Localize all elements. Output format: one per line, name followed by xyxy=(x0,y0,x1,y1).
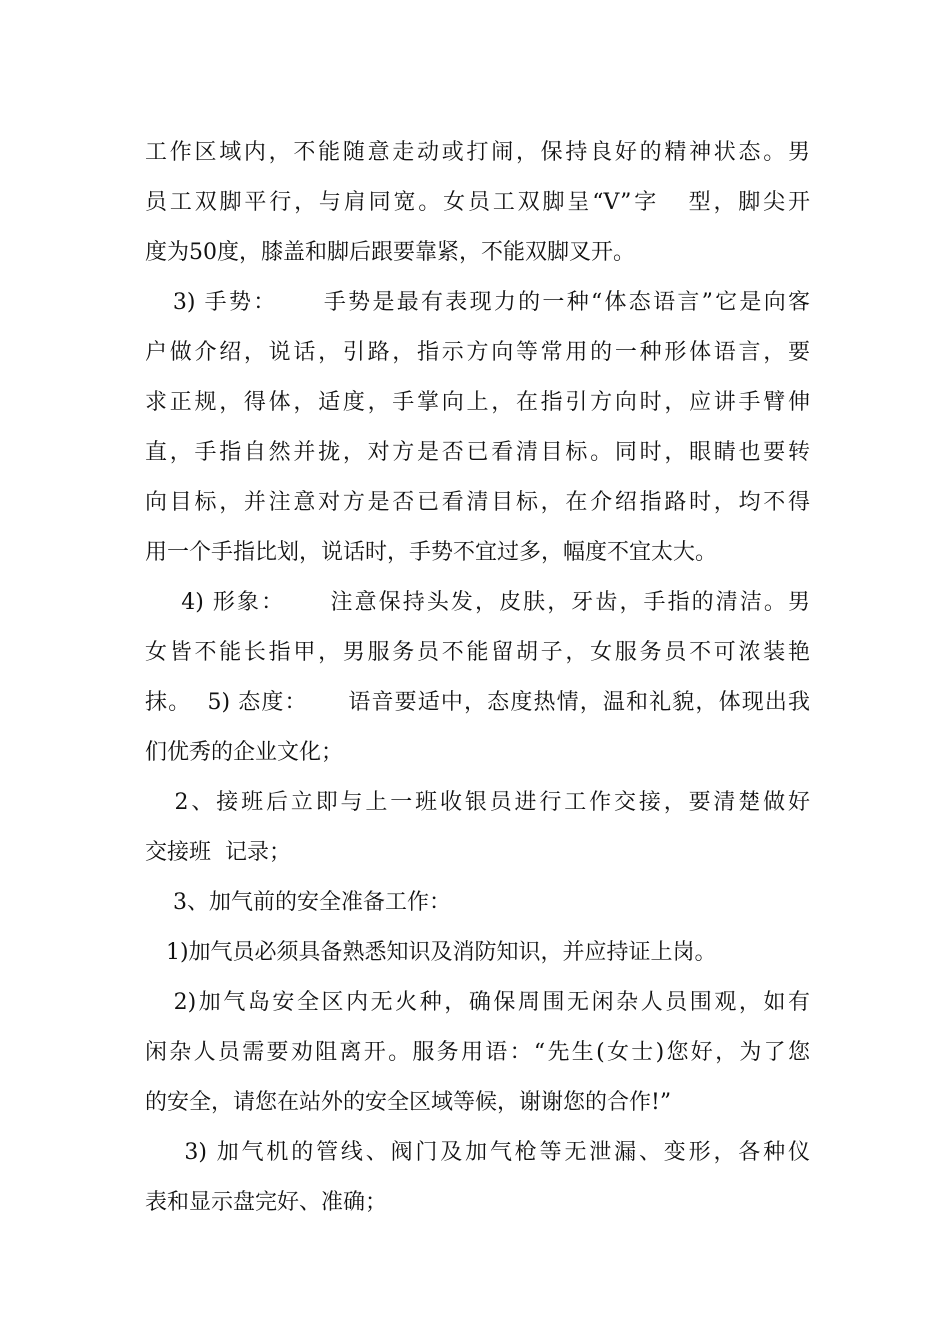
text-line: 2、接班后立即与上一班收银员进行工作交接，要清楚做好 xyxy=(145,790,810,815)
text-line: 求正规，得体，适度，手掌向上，在指引方向时，应讲手臂伸 xyxy=(145,390,810,415)
text-line: 3) 加气机的管线、阀门及加气枪等无泄漏、变形，各种仪 xyxy=(145,1140,810,1165)
text-line: 表和显示盘完好、准确； xyxy=(145,1190,388,1215)
text-line: 女皆不能长指甲，男服务员不能留胡子，女服务员不可浓装艳 xyxy=(145,640,810,665)
text-line: 3) 手势： 手势是最有表现力的一种“体态语言”它是向客 xyxy=(145,290,810,315)
text-line: 交接班 记录； xyxy=(145,840,291,865)
document-body xyxy=(145,128,810,1228)
text-line: 工作区域内，不能随意走动或打闹，保持良好的精神状态。男 xyxy=(145,140,810,165)
text-line: 员工双脚平行，与肩同宽。女员工双脚呈“V”字 型，脚尖开 xyxy=(145,190,810,215)
text-line: 们优秀的企业文化； xyxy=(145,740,344,765)
text-line: 直，手指自然并拢，对方是否已看清目标。同时，眼睛也要转 xyxy=(145,440,810,465)
text-line: 的安全，请您在站外的安全区域等候，谢谢您的合作!” xyxy=(145,1090,672,1115)
text-line: 4) 形象： 注意保持头发，皮肤，牙齿，手指的清洁。男 xyxy=(145,590,810,615)
text-line: 度为50度，膝盖和脚后跟要靠紧，不能双脚叉开。 xyxy=(145,240,635,265)
text-line: 1)加气员必须具备熟悉知识及消防知识，并应持证上岗。 xyxy=(145,940,717,965)
text-line: 户做介绍，说话，引路，指示方向等常用的一种形体语言，要 xyxy=(145,340,810,365)
text-line: 2)加气岛安全区内无火种，确保周围无闲杂人员围观，如有 xyxy=(145,990,810,1015)
text-line: 向目标，并注意对方是否已看清目标，在介绍指路时，均不得 xyxy=(145,490,810,515)
text-line: 用一个手指比划，说话时，手势不宜过多，幅度不宜太大。 xyxy=(145,540,718,565)
text-line: 3、加气前的安全准备工作： xyxy=(145,890,451,915)
text-line: 抹。 5) 态度： 语音要适中，态度热情，温和礼貌，体现出我 xyxy=(145,690,810,715)
text-line: 闲杂人员需要劝阻离开。服务用语：“先生(女士)您好，为了您 xyxy=(145,1040,810,1065)
